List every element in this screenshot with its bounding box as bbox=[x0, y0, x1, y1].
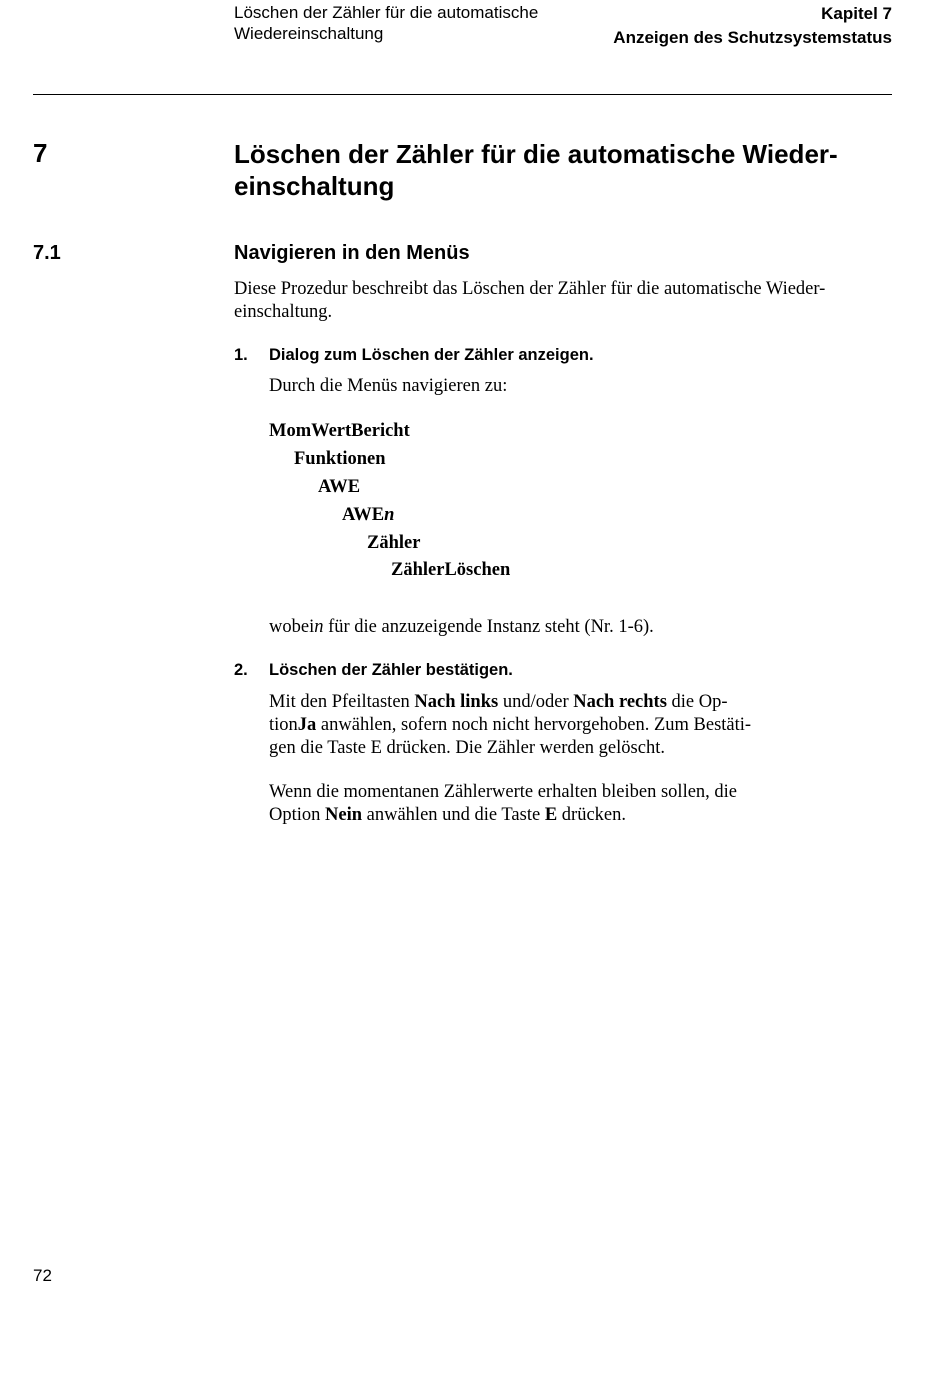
section-title: Navigieren in den Menüs bbox=[234, 242, 470, 264]
menu-path-level1: Funktionen bbox=[294, 449, 386, 469]
step1-note-prefix: wobei bbox=[269, 617, 315, 637]
menu-path-level3-prefix: AWE bbox=[342, 505, 385, 525]
running-header-chapter: Kapitel 7 bbox=[821, 4, 892, 23]
text-run: und/oder bbox=[498, 692, 574, 712]
text-run: Option bbox=[269, 805, 326, 825]
menu-path-level3-var: n bbox=[384, 505, 395, 525]
step2-paragraph1 bbox=[269, 691, 769, 760]
text-run: Mit den Pfeiltasten bbox=[269, 692, 415, 712]
text-run: tion bbox=[269, 715, 298, 735]
text-run: die Op- bbox=[666, 692, 728, 712]
running-header-right bbox=[613, 2, 892, 50]
section-intro bbox=[234, 278, 854, 324]
chapter-title-line2: einschaltung bbox=[234, 171, 395, 201]
step1-note-var: n bbox=[314, 617, 324, 637]
running-header-chapter-title: Anzeigen des Schutzsystemstatus bbox=[613, 28, 892, 47]
step1-text: Durch die Menüs navigieren zu: bbox=[269, 376, 508, 396]
text-run: anwählen, sofern noch nicht hervorgehoben. Zum Bestäti- bbox=[316, 715, 752, 735]
key-left-arrow: Nach links bbox=[414, 692, 499, 712]
menu-path-level3 bbox=[342, 504, 394, 526]
section-intro-line1: Diese Prozedur beschreibt das Löschen der Zähler für die automatische Wieder- bbox=[234, 279, 826, 299]
chapter-title-line1: Löschen der Zähler für die automatische Wieder- bbox=[234, 139, 838, 169]
option-nein: Nein bbox=[325, 805, 363, 825]
step1-number: 1. bbox=[234, 346, 248, 364]
step1-note-suffix: für die anzuzeigende Instanz steht (Nr. 1-6). bbox=[323, 617, 654, 637]
step2-title: Löschen der Zähler bestätigen. bbox=[269, 661, 513, 679]
step2-paragraph2 bbox=[269, 781, 769, 827]
running-header-left bbox=[234, 2, 594, 44]
option-ja: Ja bbox=[297, 715, 317, 735]
step2-p1-line1 bbox=[269, 691, 769, 714]
step2-p1-line3: gen die Taste E drücken. Die Zähler werden gelöscht. bbox=[269, 738, 665, 758]
key-right-arrow: Nach rechts bbox=[573, 692, 667, 712]
menu-path-level0: MomWertBericht bbox=[269, 421, 410, 441]
menu-path-level2: AWE bbox=[318, 477, 361, 497]
step2-p1-line2 bbox=[269, 714, 769, 737]
step1-note bbox=[269, 616, 654, 639]
chapter-title bbox=[234, 138, 894, 202]
section-number: 7.1 bbox=[33, 242, 61, 264]
step2-p2-line1: Wenn die momentanen Zählerwerte erhalten bleiben sollen, die bbox=[269, 782, 738, 802]
key-e: E bbox=[544, 805, 558, 825]
step2-p2-line2 bbox=[269, 804, 769, 827]
chapter-number: 7 bbox=[33, 138, 48, 168]
step1-title: Dialog zum Löschen der Zähler anzeigen. bbox=[269, 346, 594, 364]
running-header-left-line2: Wiedereinschaltung bbox=[234, 24, 384, 43]
menu-path-level4: Zähler bbox=[367, 533, 421, 553]
text-run: anwählen und die Taste bbox=[362, 805, 545, 825]
step2-number: 2. bbox=[234, 661, 248, 679]
page-number: 72 bbox=[33, 1266, 52, 1285]
section-intro-line2: einschaltung. bbox=[234, 302, 333, 322]
text-run: drücken. bbox=[557, 805, 626, 825]
header-rule bbox=[33, 94, 892, 95]
running-header-left-line1: Löschen der Zähler für die automatische bbox=[234, 3, 539, 22]
menu-path-level5: ZählerLöschen bbox=[391, 560, 511, 580]
